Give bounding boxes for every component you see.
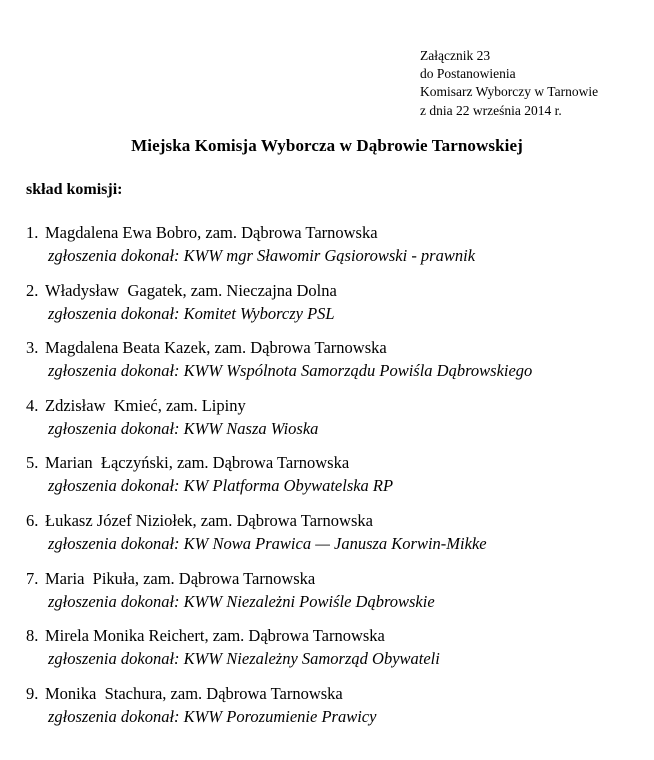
member-name: Magdalena Ewa Bobro, zam. Dąbrowa Tarnowska bbox=[45, 223, 378, 242]
member-number: 2. bbox=[26, 280, 39, 300]
member-nomination: zgłoszenia dokonał: KWW Nasza Wioska bbox=[48, 418, 319, 438]
list-item bbox=[26, 568, 640, 626]
member-name-line bbox=[26, 683, 640, 705]
list-item bbox=[26, 280, 640, 338]
header-line-date: z dnia 22 września 2014 r. bbox=[420, 102, 562, 118]
member-number: 6. bbox=[26, 510, 39, 530]
document-header-block bbox=[420, 47, 598, 120]
member-name: Mirela Monika Reichert, zam. Dąbrowa Tarnowska bbox=[45, 626, 385, 646]
section-heading-composition: skład komisji: bbox=[26, 181, 123, 198]
member-nomination: zgłoszenia dokonał: Komitet Wyborczy PSL bbox=[48, 303, 335, 323]
member-nomination: zgłoszenia dokonał: KW Nowa Prawica — Janusza Korwin-Mikke bbox=[48, 533, 487, 553]
member-name: Władysław Gagatek, zam. Nieczajna Dolna bbox=[45, 280, 337, 300]
header-line-attachment: Załącznik 23 bbox=[420, 48, 491, 63]
member-nomination: zgłoszenia dokonał: KWW Niezależni Powiśle Dąbrowskie bbox=[48, 591, 435, 611]
member-nomination: zgłoszenia dokonał: KWW Wspólnota Samorządu Powiśla Dąbrowskiego bbox=[48, 361, 533, 381]
member-nomination: zgłoszenia dokonał: KWW mgr Sławomir Gąsiorowski - prawnik bbox=[48, 246, 476, 265]
member-name-line bbox=[26, 222, 640, 244]
list-item bbox=[26, 625, 640, 683]
member-name-line bbox=[26, 510, 640, 532]
header-line-authority: Komisarz Wyborczy w Tarnowie bbox=[420, 84, 599, 100]
list-item bbox=[26, 452, 640, 510]
member-name-line bbox=[26, 452, 640, 474]
list-item bbox=[26, 683, 640, 741]
member-name-line bbox=[26, 337, 640, 359]
member-name-line bbox=[26, 280, 640, 302]
page-title: Miejska Komisja Wyborcza w Dąbrowie Tarnowskiej bbox=[131, 136, 523, 155]
member-number: 8. bbox=[26, 626, 39, 646]
member-list bbox=[26, 222, 640, 740]
member-number: 3. bbox=[26, 338, 39, 358]
member-number: 1. bbox=[26, 223, 39, 242]
member-name: Magdalena Beata Kazek, zam. Dąbrowa Tarnowska bbox=[45, 338, 387, 358]
header-line-resolution: do Postanowienia bbox=[420, 66, 516, 82]
member-name-line bbox=[26, 625, 640, 647]
list-item bbox=[26, 222, 640, 280]
member-name: Monika Stachura, zam. Dąbrowa Tarnowska bbox=[45, 683, 343, 703]
member-nomination: zgłoszenia dokonał: KWW Porozumienie Prawicy bbox=[48, 706, 377, 726]
list-item bbox=[26, 395, 640, 453]
list-item bbox=[26, 337, 640, 395]
list-item bbox=[26, 510, 640, 568]
member-name-line bbox=[26, 568, 640, 590]
member-number: 5. bbox=[26, 453, 39, 473]
member-name: Maria Pikuła, zam. Dąbrowa Tarnowska bbox=[45, 568, 316, 588]
member-name: Marian Łączyński, zam. Dąbrowa Tarnowska bbox=[45, 453, 350, 473]
member-number: 7. bbox=[26, 568, 39, 588]
member-nomination: zgłoszenia dokonał: KW Platforma Obywatelska RP bbox=[48, 476, 394, 496]
member-name: Zdzisław Kmieć, zam. Lipiny bbox=[45, 395, 246, 415]
member-number: 9. bbox=[26, 683, 39, 703]
member-nomination: zgłoszenia dokonał: KWW Niezależny Samorząd Obywateli bbox=[48, 649, 440, 669]
member-name: Łukasz Józef Niziołek, zam. Dąbrowa Tarnowska bbox=[45, 510, 373, 530]
member-name-line bbox=[26, 395, 640, 417]
member-number: 4. bbox=[26, 395, 39, 415]
